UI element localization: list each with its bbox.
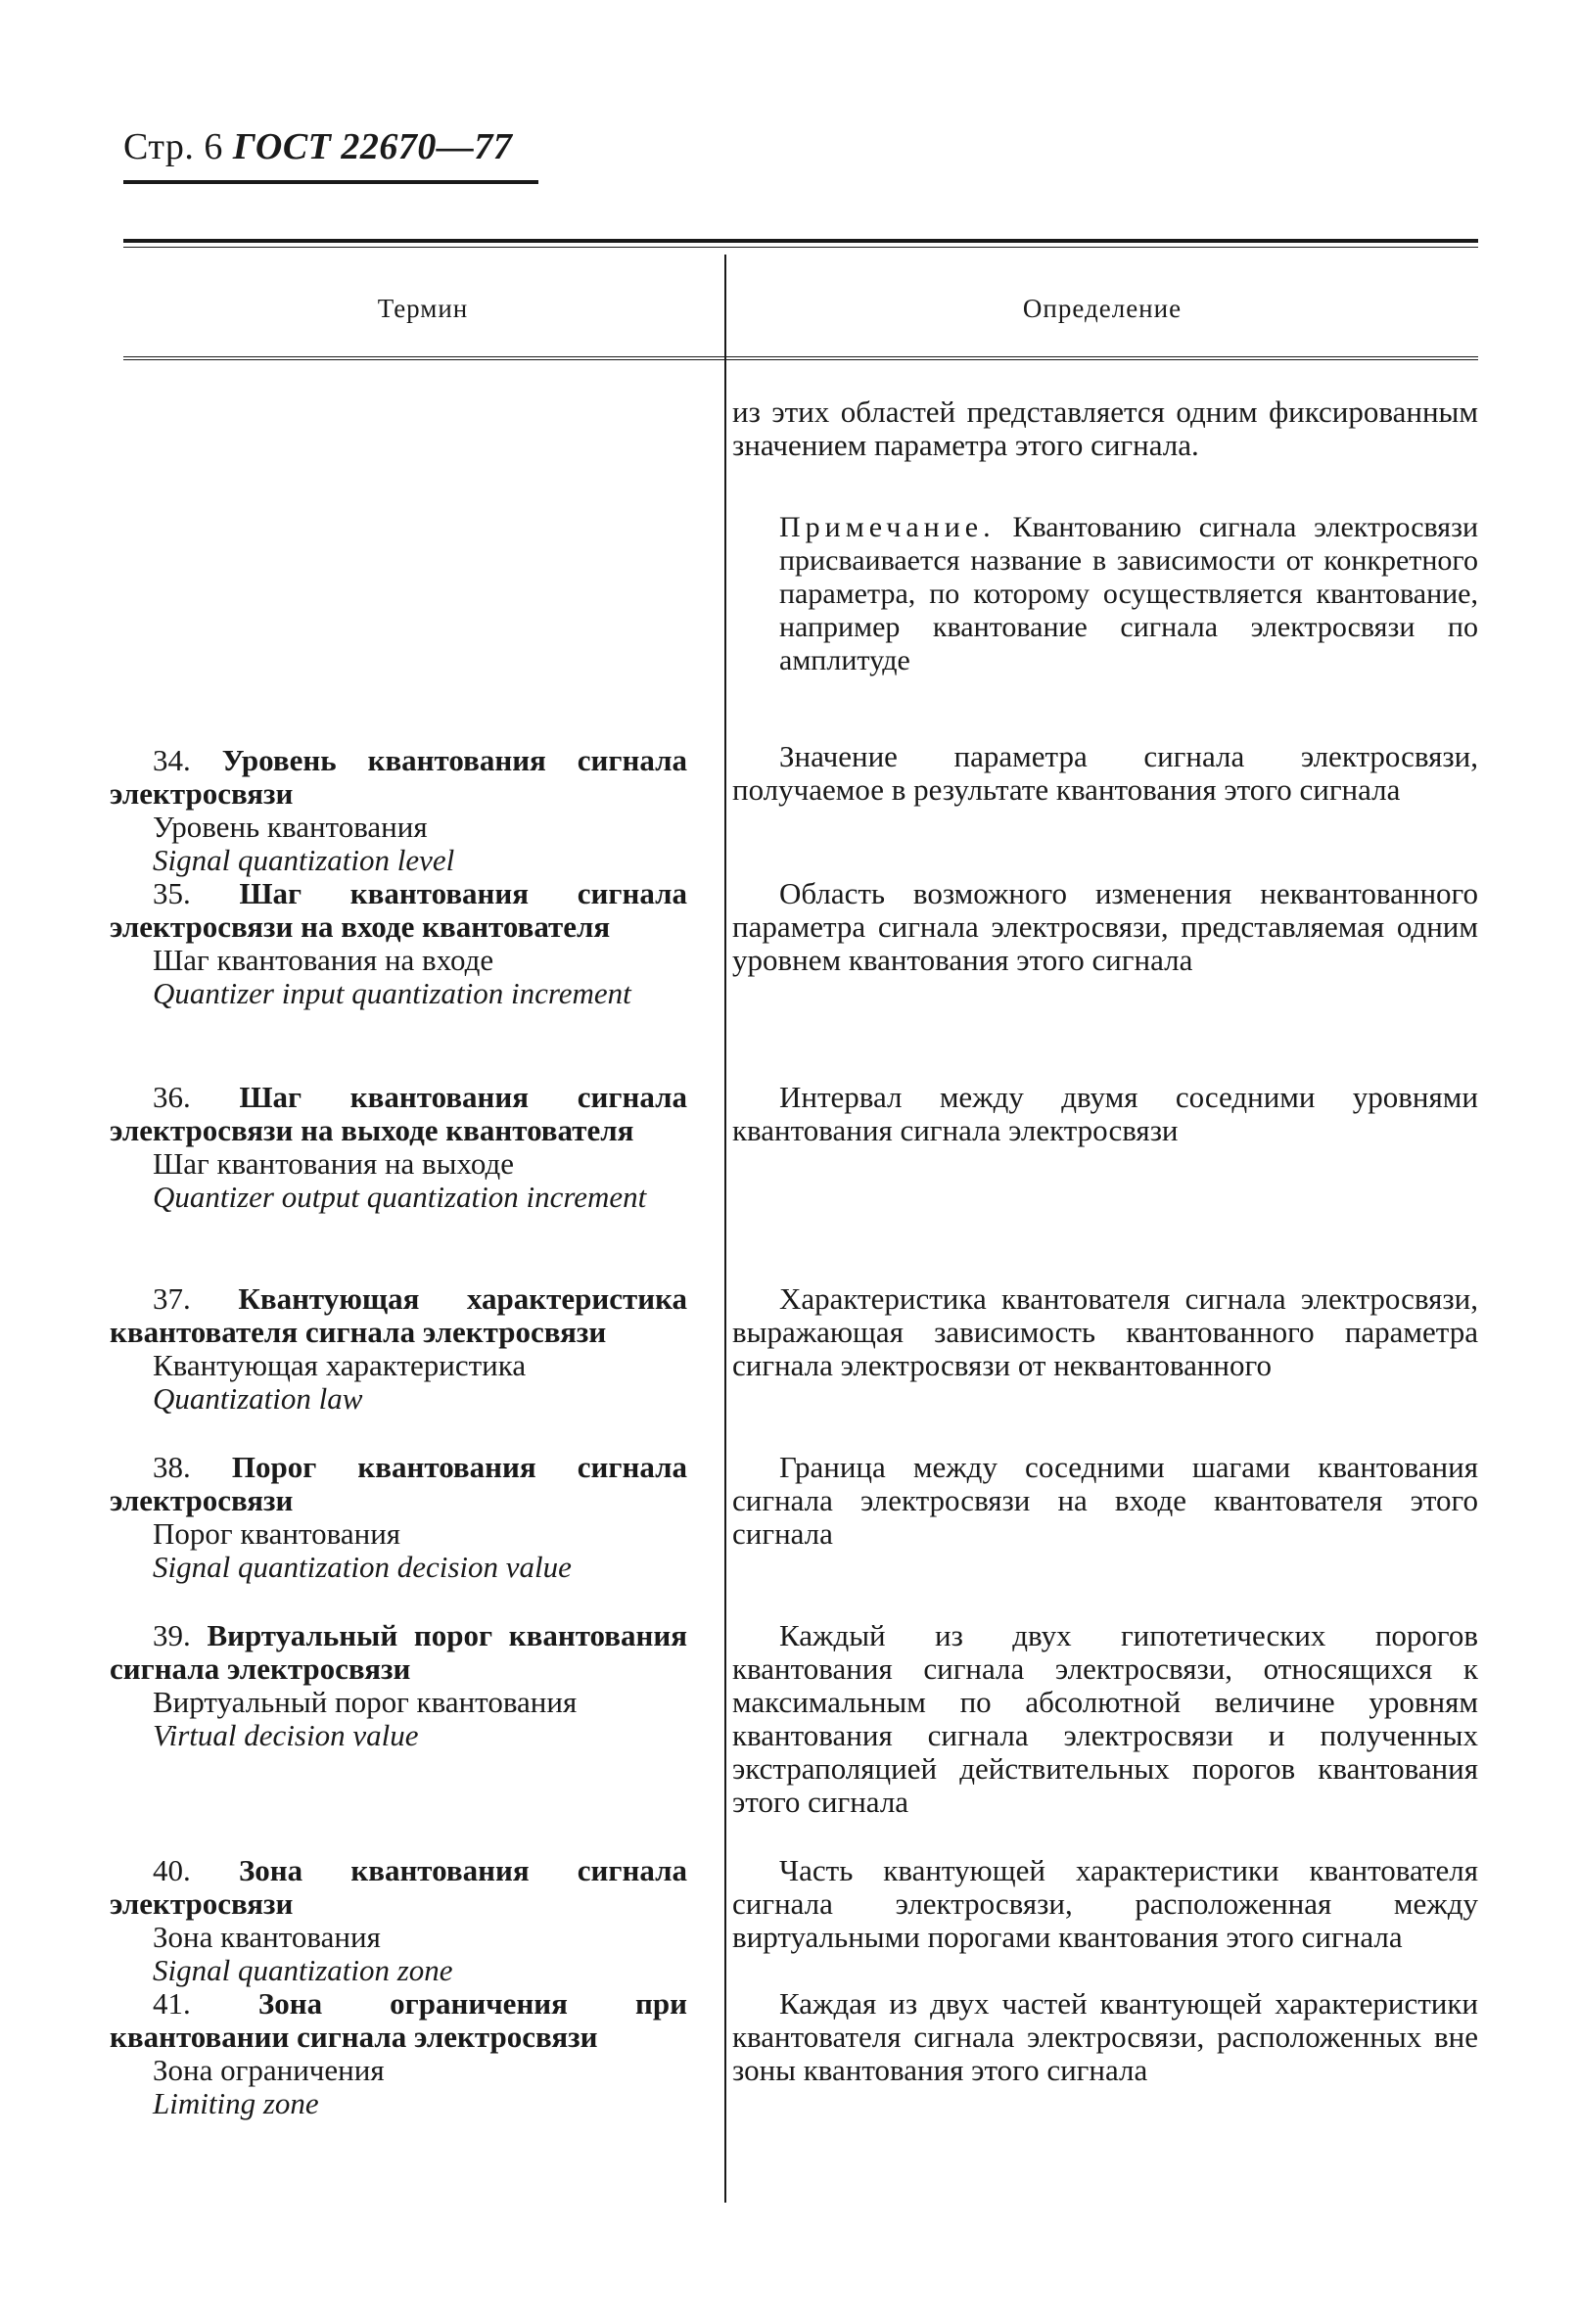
page-number: Стр. 6 [123,126,223,167]
definition-34: Значение параметра сигнала электросвязи, получаемое в результате квантования этого сигнала [732,739,1478,807]
definition-38: Граница между соседними шагами квантования сигнала электросвязи на входе квантователя этого сигнала [732,1450,1478,1551]
continuation-text: из этих областей представляется одним фиксированным значением параметра этого сигнала. [732,395,1478,462]
table-top-rule [123,239,1478,243]
definition-36: Интервал между двумя соседними уровнями квантования сигнала электросвязи [732,1080,1478,1147]
term-37: 37. Квантующая характеристика квантователя сигнала электросвязи Квантующая характеристика Quantization law [110,1281,687,1416]
note [779,511,1478,677]
term-36: 36. Шаг квантования сигнала электросвязи на выходе квантователя Шаг квантования на выходе Quantizer output quantization increment [110,1080,687,1214]
header-rule [123,180,538,184]
header-bottom-rule [123,356,1478,364]
note-text: Квантованию сигнала электросвязи присваивается название в зависимости от конкретного параметра, по которому осуществляется квантование, например квантование сигнала электросвязи по амплитуде [779,511,1478,676]
definition-39: Каждый из двух гипотетических порогов квантования сигнала электросвязи, относящихся к максимальным по абсолютной величине уровням квантования сигнала электросвязи и полученных экстраполяцией действительных порогов квантования этого сигнала [732,1618,1478,1819]
column-divider [724,255,726,2203]
column-header-definition: Определение [1022,294,1183,323]
definition-37: Характеристика квантователя сигнала электросвязи, выражающая зависимость квантованного параметра сигнала электросвязи от неквантованного [732,1281,1478,1382]
note-label: Примечание. [779,511,996,543]
table-top-rule-thin [123,247,1478,248]
page-header [123,125,512,168]
term-34: 34. Уровень квантования сигнала электросвязи Уровень квантования Signal quantization level [110,743,687,877]
term-35: 35. Шаг квантования сигнала электросвязи на входе квантователя Шаг квантования на входе Quantizer input quantization increment [110,876,687,1010]
standard-code: ГОСТ 22670—77 [232,126,513,167]
definition-40: Часть квантующей характеристики квантователя сигнала электросвязи, расположенная между виртуальными порогами квантования этого сигнала [732,1853,1478,1954]
term-38: 38. Порог квантования сигнала электросвязи Порог квантования Signal quantization decision value [110,1450,688,1584]
term-39: 39. Виртуальный порог квантования сигнала электросвязи Виртуальный порог квантования Virtual decision value [110,1618,687,1752]
term-40: 40. Зона квантования сигнала электросвязи Зона квантования Signal quantization zone [110,1853,687,1987]
definition-35: Область возможного изменения неквантованного параметра сигнала электросвязи, представляемая одним уровнем квантования этого сигнала [732,876,1478,977]
term-41: 41. Зона ограничения при квантовании сигнала электросвязи Зона ограничения Limiting zone [110,1986,687,2120]
column-header-term: Термин [377,294,469,323]
definition-41: Каждая из двух частей квантующей характеристики квантователя сигнала электросвязи, расположенных вне зоны квантования этого сигнала [732,1986,1478,2087]
